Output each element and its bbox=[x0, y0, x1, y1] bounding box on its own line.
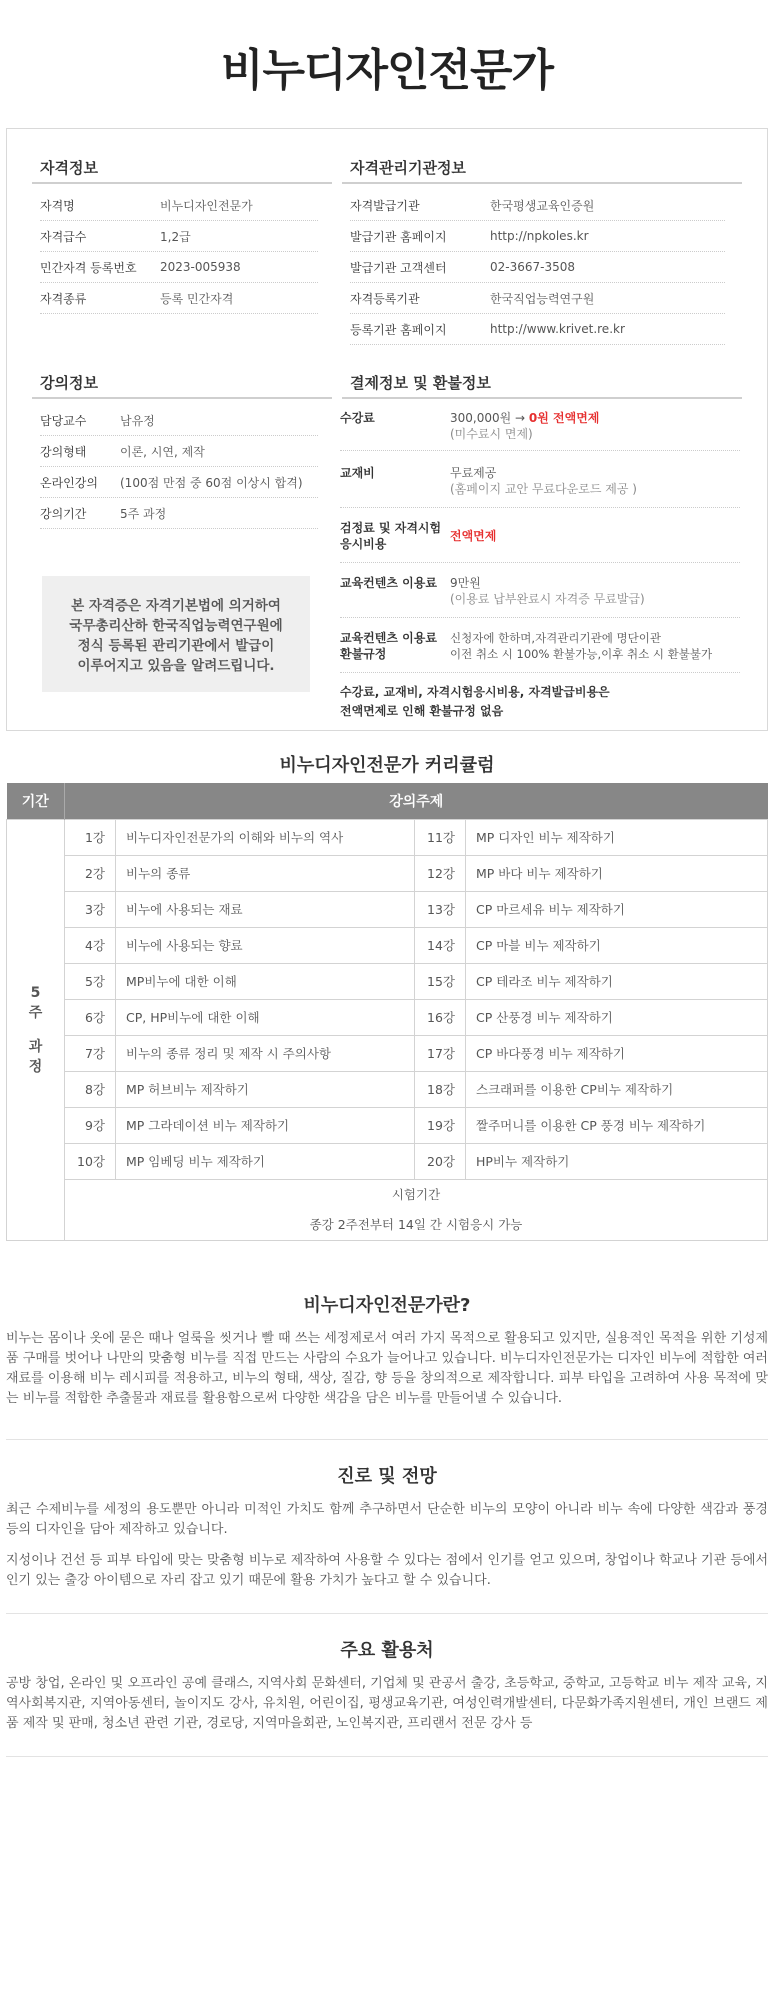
registry-homepage-link[interactable]: http://www.krivet.re.kr bbox=[490, 322, 625, 336]
lecture-row bbox=[40, 467, 318, 498]
qual-row bbox=[40, 221, 318, 252]
curriculum-table bbox=[6, 783, 768, 1241]
info-box bbox=[6, 128, 768, 731]
notice-line: 정식 등록된 관리기관에서 발급이 bbox=[77, 638, 275, 654]
lecture-subject: CP 바다풍경 비누 제작하기 bbox=[466, 1035, 768, 1071]
lecture-key: 강의형태 bbox=[40, 444, 87, 459]
agency-homepage-link[interactable]: http://npkoles.kr bbox=[490, 229, 589, 243]
period-text: 정 bbox=[28, 1058, 43, 1075]
refund-label-line: 환불규정 bbox=[340, 647, 387, 661]
agency-info-title: 자격관리기관정보 bbox=[350, 159, 466, 177]
agency-key: 등록기관 홈페이지 bbox=[350, 322, 447, 337]
agency-row bbox=[350, 314, 725, 345]
lecture-subject: 스크래퍼를 이용한 CP비누 제작하기 bbox=[466, 1071, 768, 1107]
refund-label bbox=[340, 630, 450, 662]
agency-info-divider bbox=[342, 182, 742, 184]
lecture-number: 19강 bbox=[415, 1107, 466, 1143]
payment-row bbox=[340, 618, 740, 673]
lecture-number: 18강 bbox=[415, 1071, 466, 1107]
lecture-value: 이론, 시연, 제작 bbox=[120, 444, 205, 459]
lecture-subject: MP 디자인 비누 제작하기 bbox=[466, 819, 768, 855]
refund-label-line: 교육컨텐츠 이용료 bbox=[340, 631, 437, 645]
lecture-number: 8강 bbox=[65, 1071, 116, 1107]
lecture-number: 11강 bbox=[415, 819, 466, 855]
payment-table bbox=[340, 400, 740, 721]
col-subject: 강의주제 bbox=[65, 783, 768, 819]
qual-key: 자격명 bbox=[40, 198, 75, 213]
refund-value bbox=[450, 630, 740, 662]
table-row bbox=[7, 1143, 768, 1179]
lecture-subject: MP비누에 대한 이해 bbox=[116, 963, 415, 999]
lecture-subject: CP 테라조 비누 제작하기 bbox=[466, 963, 768, 999]
exam-period-cell bbox=[65, 1179, 768, 1240]
table-row bbox=[7, 927, 768, 963]
refund-line: 이전 취소 시 100% 환불가능,이후 취소 시 환불불가 bbox=[450, 647, 713, 661]
lecture-number: 9강 bbox=[65, 1107, 116, 1143]
lecture-subject: 비누에 사용되는 향료 bbox=[116, 927, 415, 963]
table-row bbox=[7, 819, 768, 855]
career-text: 지성이나 건선 등 피부 타입에 맞는 맞춤형 비누로 제작하여 사용할 수 있다는 점에서 인기를 얻고 있으며, 창업이나 학교나 기관 등에서 인기 있는 출강 아이템으로 자리 잡고 있기 때문에 활용 가치가 높다고 할 수 있습니다. bbox=[6, 1552, 768, 1588]
col-period: 기간 bbox=[7, 783, 65, 819]
table-row bbox=[7, 891, 768, 927]
about-section bbox=[6, 1291, 768, 1409]
qual-value: 2023-005938 bbox=[160, 260, 241, 274]
lecture-number: 1강 bbox=[65, 819, 116, 855]
lecture-subject: CP 산풍경 비누 제작하기 bbox=[466, 999, 768, 1035]
lecture-subject: 비누의 종류 bbox=[116, 855, 415, 891]
lecture-value: 남유정 bbox=[120, 413, 155, 428]
exam-period-title: 시험기간 bbox=[391, 1186, 441, 1202]
lecture-info-table bbox=[40, 405, 318, 529]
about-text: 비누는 몸이나 옷에 묻은 때나 얼룩을 씻거나 빨 때 쓰는 세정제로서 여러 가지 목적으로 활용되고 있지만, 실용적인 목적을 위한 기성제품 구매를 벗어나 나만의 맞춤형 비누를 직접 만드는 사람의 수요가 늘어나고 있습니다. 비누디자인전문가는 디자인 비누에 적합한 여러 재료를 이용해 비누 레시피를 적용하고, 비누의 형태, 색상, 질감, 향 등을 창의적으로 제작합니다. 피부 타입을 고려하여 사용 목적에 맞는 비누를 적합한 추출물과 재료를 활용함으로써 다양한 색감을 담은 비누를 만들어낼 수 있습니다. bbox=[6, 1330, 768, 1406]
qual-key: 자격급수 bbox=[40, 229, 87, 244]
usage-text: 공방 창업, 온라인 및 오프라인 공예 클래스, 지역사회 문화센터, 기업체 및 관공서 출강, 초등학교, 중학교, 고등학교 비누 제작 교육, 지역사회복지관, 지역아동센터, 놀이지도 강사, 유치원, 어린이집, 평생교육기관, 여성인력개발센터, 다문화가족지원센터, 개인 브랜드 제품 제작 및 판매, 청소년 관련 기관, 경로당, 지역마을회관, 노인복지관, 프리랜서 전문 강사 등 bbox=[6, 1675, 768, 1731]
exam-fee-label bbox=[340, 520, 450, 552]
lecture-subject: MP 바다 비누 제작하기 bbox=[466, 855, 768, 891]
fee-sub: (미수료시 면제) bbox=[450, 427, 533, 441]
payment-row bbox=[340, 400, 740, 451]
lecture-number: 17강 bbox=[415, 1035, 466, 1071]
lecture-row bbox=[40, 405, 318, 436]
agency-row bbox=[350, 252, 725, 283]
lecture-subject: 비누디자인전문가의 이해와 비누의 역사 bbox=[116, 819, 415, 855]
agency-value: 한국직업능력연구원 bbox=[490, 291, 595, 306]
period-text: 주 bbox=[28, 1004, 43, 1021]
lecture-number: 7강 bbox=[65, 1035, 116, 1071]
content-sub: (이용료 납부완료시 자격증 무료발급) bbox=[450, 592, 645, 606]
notice-line: 이루어지고 있음을 알려드립니다. bbox=[77, 658, 275, 674]
period-text: 5 bbox=[30, 984, 41, 1001]
lecture-number: 6강 bbox=[65, 999, 116, 1035]
agency-value: 02-3667-3508 bbox=[490, 260, 576, 274]
lecture-subject: 비누에 사용되는 재료 bbox=[116, 891, 415, 927]
career-section bbox=[6, 1462, 768, 1591]
qual-row bbox=[40, 252, 318, 283]
payment-row bbox=[340, 508, 740, 563]
table-row bbox=[7, 1179, 768, 1240]
lecture-key: 담당교수 bbox=[40, 413, 87, 428]
lecture-subject: MP 허브비누 제작하기 bbox=[116, 1071, 415, 1107]
exam-label-line: 검정료 및 자격시험 bbox=[340, 521, 442, 535]
divider bbox=[6, 1756, 768, 1757]
agency-info-table bbox=[350, 190, 725, 345]
footer-line: 전액면제로 인해 환불규정 없음 bbox=[340, 704, 504, 718]
lecture-row bbox=[40, 436, 318, 467]
lecture-number: 3강 bbox=[65, 891, 116, 927]
lecture-number: 16강 bbox=[415, 999, 466, 1035]
material-label: 교재비 bbox=[340, 466, 375, 480]
fee-price: 300,000원 → bbox=[450, 411, 529, 425]
content-fee-label: 교육컨텐츠 이용료 bbox=[340, 576, 437, 590]
lecture-subject: CP, HP비누에 대한 이해 bbox=[116, 999, 415, 1035]
lecture-number: 15강 bbox=[415, 963, 466, 999]
certification-notice bbox=[42, 576, 310, 692]
period-cell bbox=[7, 819, 65, 1240]
agency-value: 한국평생교육인증원 bbox=[490, 198, 595, 213]
lecture-value: (100점 만점 중 60점 이상시 합격) bbox=[120, 475, 303, 490]
lecture-number: 4강 bbox=[65, 927, 116, 963]
agency-key: 자격등록기관 bbox=[350, 291, 420, 306]
career-title: 진로 및 전망 bbox=[337, 1465, 437, 1487]
fee-value bbox=[450, 410, 740, 442]
material-value bbox=[450, 465, 740, 497]
lecture-subject: 짤주머니를 이용한 CP 풍경 비누 제작하기 bbox=[466, 1107, 768, 1143]
lecture-number: 14강 bbox=[415, 927, 466, 963]
material-sub: (홈페이지 교안 무료다운로드 제공 ) bbox=[450, 482, 637, 496]
lecture-subject: MP 그라데이션 비누 제작하기 bbox=[116, 1107, 415, 1143]
table-row bbox=[7, 999, 768, 1035]
agency-row bbox=[350, 283, 725, 314]
usage-title: 주요 활용처 bbox=[340, 1639, 434, 1661]
lecture-number: 20강 bbox=[415, 1143, 466, 1179]
lecture-info-title: 강의정보 bbox=[40, 374, 98, 392]
fee-label: 수강료 bbox=[340, 411, 375, 425]
lecture-key: 강의기간 bbox=[40, 506, 87, 521]
qual-value: 등록 민간자격 bbox=[160, 291, 234, 306]
agency-key: 발급기관 고객센터 bbox=[350, 260, 447, 275]
table-row bbox=[7, 855, 768, 891]
qual-info-table bbox=[40, 190, 318, 314]
agency-key: 자격발급기관 bbox=[350, 198, 420, 213]
about-title: 비누디자인전문가란? bbox=[303, 1294, 471, 1316]
lecture-value: 5주 과정 bbox=[120, 506, 167, 521]
lecture-number: 13강 bbox=[415, 891, 466, 927]
lecture-number: 2강 bbox=[65, 855, 116, 891]
lecture-subject: CP 마르세유 비누 제작하기 bbox=[466, 891, 768, 927]
table-row bbox=[7, 963, 768, 999]
agency-row bbox=[350, 190, 725, 221]
qual-info-title: 자격정보 bbox=[40, 159, 98, 177]
lecture-subject: CP 마블 비누 제작하기 bbox=[466, 927, 768, 963]
lecture-number: 12강 bbox=[415, 855, 466, 891]
payment-row bbox=[340, 563, 740, 618]
table-row bbox=[7, 1107, 768, 1143]
table-row bbox=[7, 1071, 768, 1107]
curriculum-title: 비누디자인전문가 커리큘럼 bbox=[279, 755, 495, 776]
exam-free: 전액면제 bbox=[450, 529, 497, 543]
fee-free: 0원 전액면제 bbox=[528, 411, 600, 425]
exam-fee-value bbox=[450, 520, 740, 552]
page-title: 비누디자인전문가 bbox=[220, 45, 554, 96]
payment-row bbox=[340, 451, 740, 508]
content-fee-value bbox=[450, 575, 740, 607]
agency-key: 발급기관 홈페이지 bbox=[350, 229, 447, 244]
lecture-key: 온라인강의 bbox=[40, 475, 98, 490]
lecture-subject: 비누의 종류 정리 및 제작 시 주의사항 bbox=[116, 1035, 415, 1071]
lecture-row bbox=[40, 498, 318, 529]
qual-value: 비누디자인전문가 bbox=[160, 198, 253, 213]
qual-key: 자격종류 bbox=[40, 291, 87, 306]
content-v: 9만원 bbox=[450, 576, 481, 590]
payment-info-divider bbox=[342, 397, 742, 399]
material-v: 무료제공 bbox=[450, 466, 497, 480]
payment-info-title: 결제정보 및 환불정보 bbox=[350, 374, 491, 392]
period-text: 과 bbox=[28, 1038, 43, 1055]
payment-footer bbox=[340, 673, 740, 721]
qual-value: 1,2급 bbox=[160, 229, 191, 244]
lecture-number: 5강 bbox=[65, 963, 116, 999]
agency-row bbox=[350, 221, 725, 252]
exam-label-line: 응시비용 bbox=[340, 537, 387, 551]
lecture-subject: HP비누 제작하기 bbox=[466, 1143, 768, 1179]
lecture-subject: MP 임베딩 비누 제작하기 bbox=[116, 1143, 415, 1179]
notice-line: 국무총리산하 한국직업능력연구원에 bbox=[69, 618, 283, 634]
career-text: 최근 수제비누를 세정의 용도뿐만 아니라 미적인 가치도 함께 추구하면서 단순한 비누의 모양이 아니라 비누 속에 다양한 색감과 풍경 등의 디자인을 담아 제작하고 있습니다. bbox=[6, 1501, 768, 1537]
qual-row bbox=[40, 190, 318, 221]
exam-period-desc: 종강 2주전부터 14일 간 시험응시 가능 bbox=[309, 1216, 523, 1232]
notice-line: 본 자격증은 자격기본법에 의거하여 bbox=[71, 598, 281, 614]
usage-section bbox=[6, 1636, 768, 1734]
lecture-info-divider bbox=[32, 397, 332, 399]
refund-line: 신청자에 한하며,자격관리기관에 명단이관 bbox=[450, 631, 661, 645]
qual-row bbox=[40, 283, 318, 314]
qual-key: 민간자격 등록번호 bbox=[40, 260, 137, 275]
table-row bbox=[7, 1035, 768, 1071]
qual-info-divider bbox=[32, 182, 332, 184]
footer-line: 수강료, 교재비, 자격시험응시비용, 자격발급비용은 bbox=[340, 685, 610, 699]
lecture-number: 10강 bbox=[65, 1143, 116, 1179]
